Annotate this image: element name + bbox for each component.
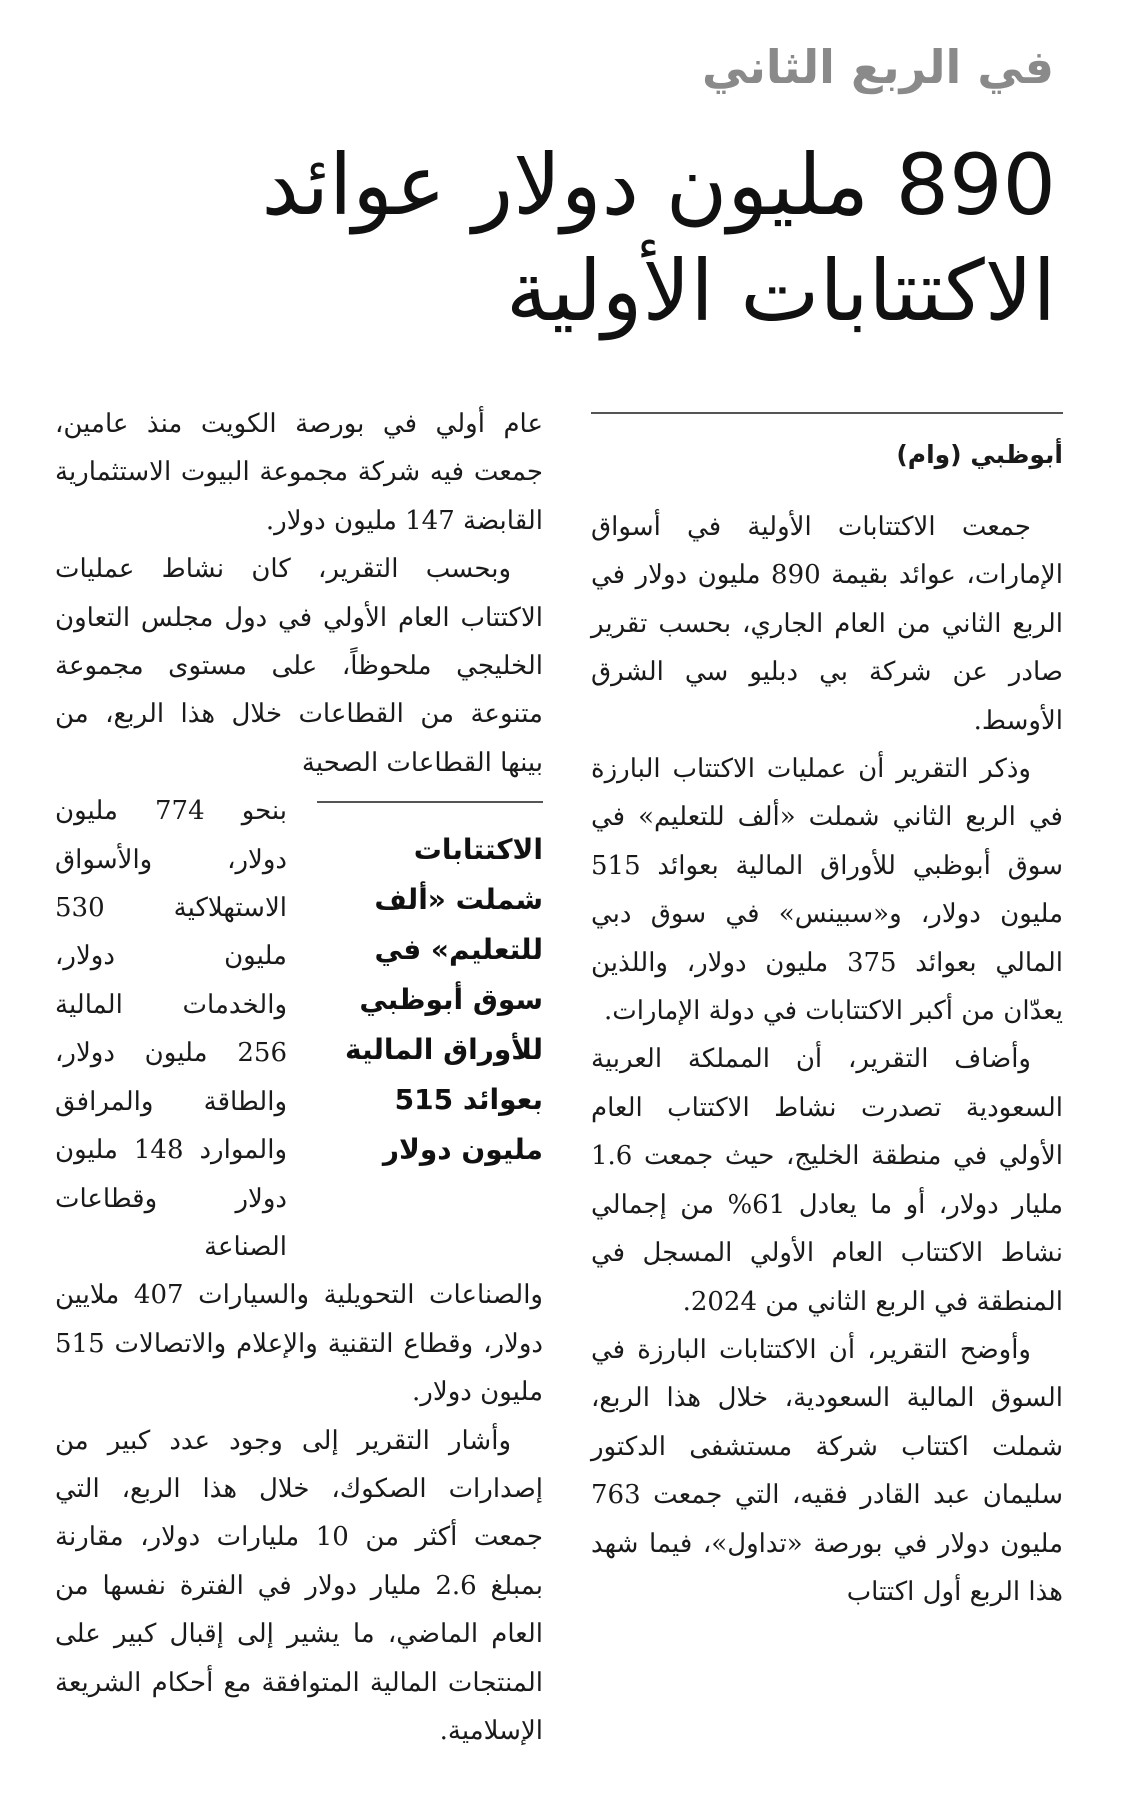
pull-quote [317, 787, 543, 1271]
kicker: في الربع الثاني [702, 40, 1054, 94]
paragraph: عام أولي في بورصة الكويت منذ عامين، جمعت فيه شركة مجموعة البيوت الاستثمارية القابضة 147 مليون دولار. [55, 409, 543, 536]
left-column [55, 400, 543, 1755]
pull-quote-block [55, 787, 543, 1271]
paragraph: وذكر التقرير أن عمليات الاكتتاب البارزة في الربع الثاني شملت «ألف للتعليم» في سوق أبوظبي للأوراق المالية بعوائد 515 مليون دولار، و«سبينس» في سوق دبي المالي بعوائد 375 مليون دولار، واللذين يعدّان من أكبر الاكتتابات في دولة الإمارات. [591, 754, 1064, 1027]
pull-quote-text: الاكتتابات شملت «ألف للتعليم» في سوق أبوظبي للأوراق المالية بعوائد 515 مليون دولار [345, 833, 543, 1167]
paragraph: وأشار التقرير إلى وجود عدد كبير من إصدارات الصكوك، خلال هذا الربع، التي جمعت أكثر من 10 مليارات دولار، مقارنة بمبلغ 2.6 مليار دولار في الفترة نفسها من العام الماضي، ما يشير إلى إقبال كبير على المنتجات المالية المتوافقة مع أحكام الشريعة الإسلامية. [55, 1425, 544, 1746]
paragraph: وأضاف التقرير، أن المملكة العربية السعودية تصدرت نشاط الاكتتاب العام الأولي في منطقة الخليج، حيث جمعت 1.6 مليار دولار، أو ما يعادل 61% من إجمالي نشاط الاكتتاب العام الأولي المسجل في المنطقة في الربع الثاني من 2024. [591, 1044, 1064, 1317]
paragraph: وأوضح التقرير، أن الاكتتابات البارزة في السوق المالية السعودية، خلال هذا الربع، شملت اكتتاب شركة مستشفى الدكتور سليمان عبد القادر فقيه، التي جمعت 763 مليون دولار في بورصة «تداول»، فيما شهد هذا الربع أول اكتتاب [591, 1334, 1063, 1607]
headline [156, 132, 1056, 344]
right-column [591, 412, 1063, 1616]
paragraph: والصناعات التحويلية والسيارات 407 ملايين دولار، وقطاع التقنية والإعلام والاتصالات 515 مليون دولار. [55, 1280, 543, 1408]
paragraph: بنحو 774 مليون دولار، والأسواق الاستهلاكية 530 مليون دولار، والخدمات المالية 256 مليون دولار، والطاقة والمرافق والموارد 148 مليون دولار وقطاعات الصناعة [55, 796, 287, 1262]
byline-rule [591, 412, 1063, 414]
headline-line-2: الاكتتابات الأولية [505, 242, 1056, 340]
headline-line-1: 890 مليون دولار عوائد [261, 136, 1056, 234]
pull-quote-rule [317, 801, 543, 803]
paragraph: جمعت الاكتتابات الأولية في أسواق الإمارات، عوائد بقيمة 890 مليون دولار في الربع الثاني من العام الجاري، بحسب تقرير صادر عن شركة بي دبليو سي الشرق الأوسط. [591, 512, 1063, 736]
paragraph: وبحسب التقرير، كان نشاط عمليات الاكتتاب العام الأولي في دول مجلس التعاون الخليجي ملحوظاً، على مستوى مجموعة متنوعة من القطاعات خلال هذا الربع، من بينها القطاعات الصحية [55, 554, 543, 778]
pull-quote-side-text [55, 787, 287, 1271]
byline: أبوظبي (وام) [896, 440, 1063, 469]
